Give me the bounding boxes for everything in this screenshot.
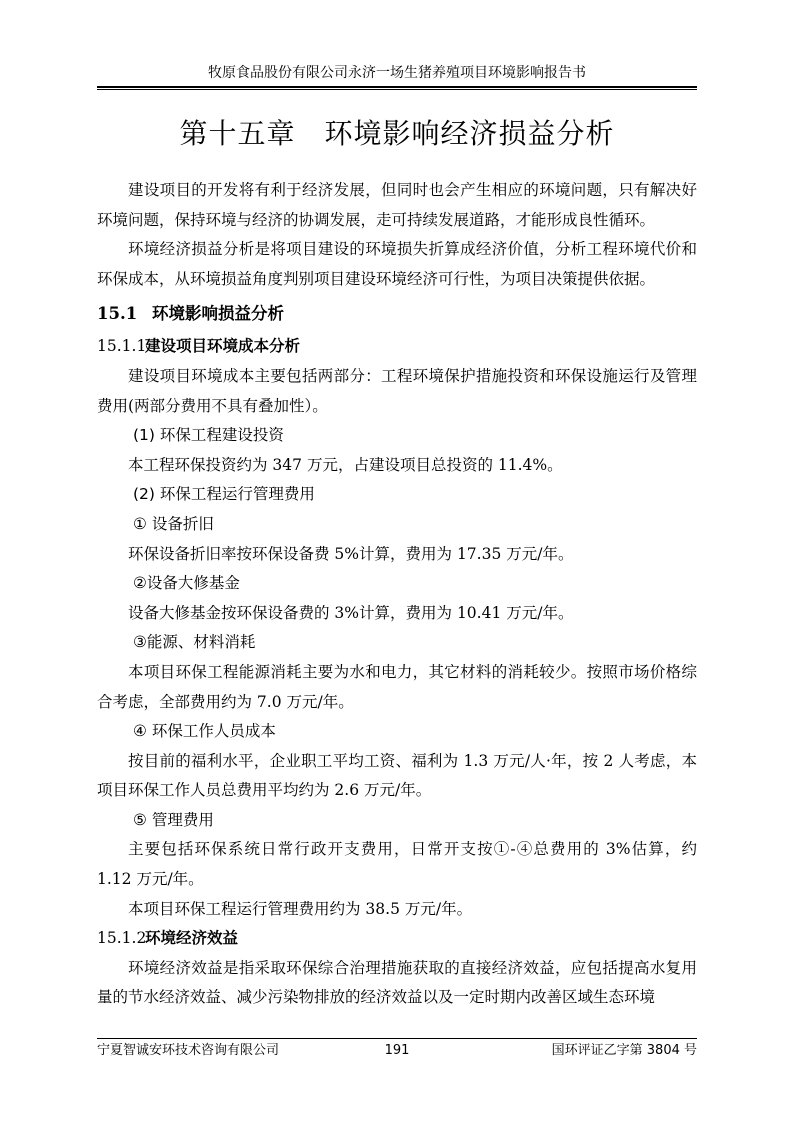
header-rule-thick [97, 86, 697, 88]
sub-5-text: 主要包括环保系统日常行政开支费用，日常开支按①-④总费用的 3%估算，约 1.12 万元/年。 [97, 840, 697, 889]
chapter-title: 第十五章 环境影响经济损益分析 [179, 117, 615, 150]
section-heading-15-1-2 [97, 924, 697, 954]
page-number: 191 [384, 1043, 410, 1058]
sub-4-text: 按目前的福利水平，企业职工平均工资、福利为 1.3 万元/人·年，按 2 人考虑，本项目环保工作人员总费用平均约为 2.6 万元/年。 [97, 751, 697, 800]
running-header: 牧原食品股份有限公司永济一场生猪养殖项目环境影响报告书 [208, 65, 586, 81]
sub-5-label: ⑤ 管理费用 [133, 810, 214, 829]
section-heading-15-1 [97, 298, 697, 330]
cost-intro-paragraph: 建设项目环境成本主要包括两部分：工程环境保护措施投资和环保设施运行及管理费用(两部分费用不具有叠加性）。 [97, 366, 697, 415]
benefit-paragraph: 环境经济效益是指采取环保综合治理措施获取的直接经济效益，应包括提高水复用量的节水经济效益、减少污染物排放的经济效益以及一定时期内改善区域生态环境 [97, 958, 697, 1007]
footer-certificate: 国环评证乙字第 3804 号 [551, 1043, 697, 1058]
sub-3-text: 本项目环保工程能源消耗主要为水和电力，其它材料的消耗较少。按照市场价格综合考虑，全部费用约为 7.0 万元/年。 [97, 662, 697, 711]
header-rule-thin [97, 89, 697, 90]
footer-company: 宁夏智诚安环技术咨询有限公司 [97, 1043, 280, 1058]
total-cost-text: 本项目环保工程运行管理费用约为 38.5 万元/年。 [128, 899, 473, 918]
section-title: 环境影响损益分析 [152, 304, 284, 324]
item-1-label: (1) 环保工程建设投资 [133, 426, 284, 445]
sub-4-label: ④ 环保工作人员成本 [133, 722, 276, 741]
section-number: 15.1 [97, 304, 138, 324]
sub-2-text: 设备大修基金按环保设备费的 3%计算，费用为 10.41 万元/年。 [128, 603, 574, 622]
item-2-label: (2) 环保工程运行管理费用 [133, 485, 315, 504]
item-1-text: 本工程环保投资约为 347 万元，占建设项目总投资的 11.4%。 [128, 455, 563, 474]
section-title: 环境经济效益 [145, 929, 239, 948]
footer-rule [97, 1038, 697, 1039]
sub-3-label: ③能源、材料消耗 [133, 633, 256, 652]
sub-2-label: ②设备大修基金 [133, 574, 240, 593]
intro-paragraph-1: 建设项目的开发将有利于经济发展，但同时也会产生相应的环境问题，只有解决好环境问题，保持环境与经济的协调发展，走可持续发展道路，才能形成良性循环。 [97, 181, 697, 229]
section-title: 建设项目环境成本分析 [145, 337, 301, 356]
page-body [97, 176, 697, 1013]
section-heading-15-1-1 [97, 332, 697, 362]
sub-1-label: ① 设备折旧 [133, 514, 214, 533]
section-number: 15.1.2 [97, 929, 147, 948]
intro-paragraph-2: 环境经济损益分析是将项目建设的环境损失折算成经济价值，分析工程环境代价和环保成本，从环境损益角度判别项目建设环境经济可行性，为项目决策提供依据。 [97, 240, 697, 288]
section-number: 15.1.1 [97, 337, 147, 356]
sub-1-text: 环保设备折旧率按环保设备费 5%计算，费用为 17.35 万元/年。 [128, 544, 574, 563]
